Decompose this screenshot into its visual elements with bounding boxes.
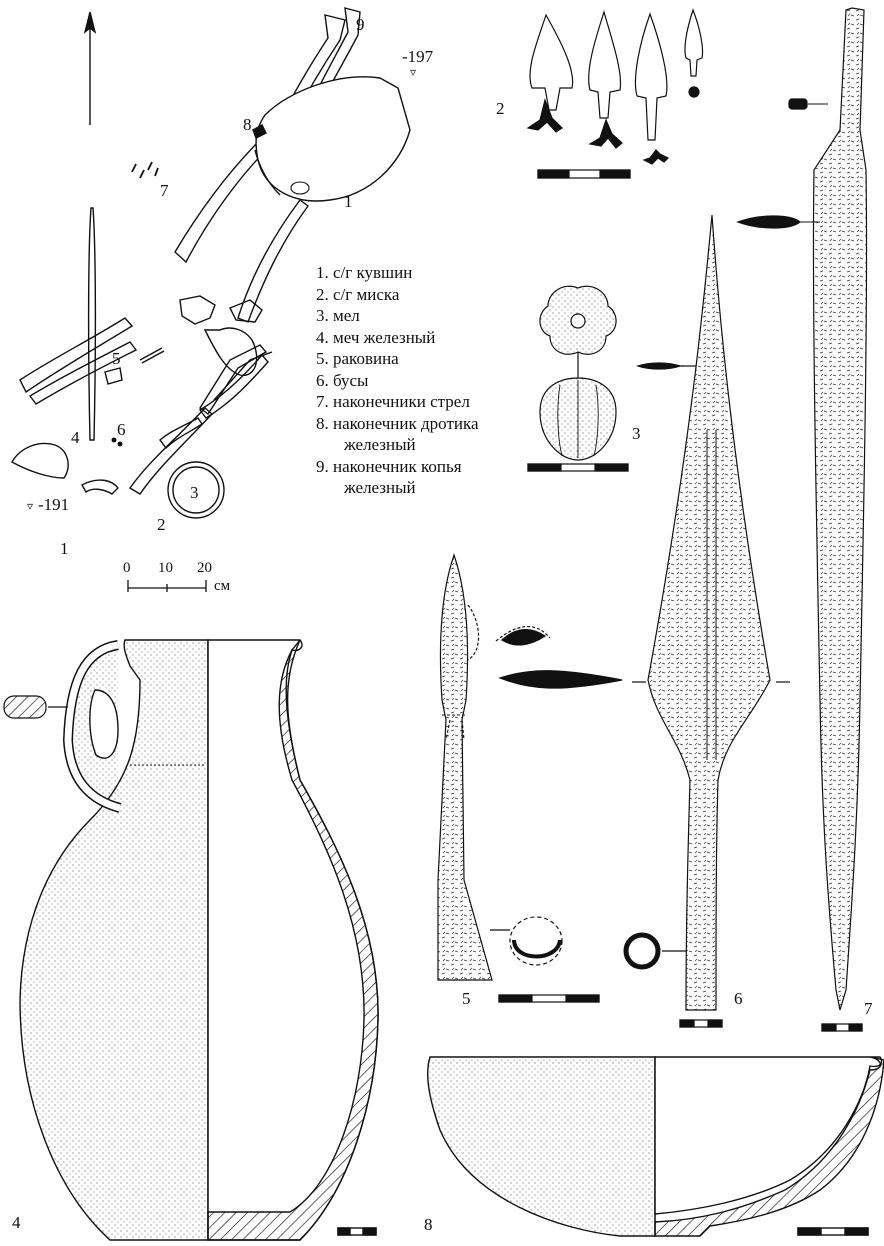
bone-femur-left <box>238 200 308 322</box>
sword-drawing <box>738 8 867 1031</box>
plan-shell <box>105 368 122 384</box>
plan-sword <box>89 208 96 440</box>
plan-marker-beads: 6 <box>117 420 126 439</box>
arrow-scale-bar <box>538 170 630 178</box>
north-arrow-icon <box>85 12 95 125</box>
plan-scale-bar <box>128 580 206 592</box>
plan-marker-spear: 9 <box>356 15 365 34</box>
figure-label-burial: 1 <box>60 539 69 558</box>
plan-marker-jug: 1 <box>344 192 353 211</box>
legend-item: 8. наконечник дротика <box>316 413 479 433</box>
depth-marker-icon: ▿ <box>410 65 417 79</box>
spear-drawing <box>626 215 790 1027</box>
plan-marker-arrows: 7 <box>160 181 169 200</box>
legend-item: 5. раковина <box>316 349 399 368</box>
depth-marker-icon: ▿ <box>27 499 34 513</box>
figure-label-arrowheads: 2 <box>496 99 505 118</box>
plan-jug <box>256 77 410 201</box>
chalk-scale-bar <box>528 464 628 471</box>
bone-tibia <box>200 355 268 418</box>
plan-depth-bottom: -191 <box>38 495 70 514</box>
figure-label-chalk: 3 <box>632 424 641 443</box>
legend-item: 9. наконечник копья <box>316 456 462 476</box>
plan-marker-dart: 8 <box>243 115 252 134</box>
plan-marker-sword: 4 <box>71 428 80 447</box>
bone-femur-right <box>175 138 270 262</box>
scale-tick-0: 0 <box>123 560 131 576</box>
scale-tick-20: 20 <box>197 560 212 576</box>
jug-drawing <box>4 640 378 1240</box>
plan-depth-top: -197 <box>402 47 434 66</box>
legend-item: 2. с/г миска <box>316 284 400 304</box>
legend-item: 4. меч железный <box>316 327 436 347</box>
plan-skull <box>12 444 68 478</box>
plan-marker-chalk: 3 <box>190 483 199 502</box>
jug-scale-bar <box>338 1228 376 1235</box>
figure-label-sword: 7 <box>864 999 873 1018</box>
plan-marker-shell: 5 <box>112 349 121 368</box>
arrowheads-drawing <box>528 10 703 178</box>
dart-drawing <box>438 555 622 1002</box>
spear-scale-bar <box>680 1020 722 1027</box>
bone-pelvis <box>180 296 215 324</box>
figure-label-spear: 6 <box>734 989 743 1008</box>
figure-label-bowl: 8 <box>424 1215 433 1234</box>
figure-label-dart: 5 <box>462 989 471 1008</box>
bowl-scale-bar <box>798 1228 868 1235</box>
legend-item: 7. наконечники стрел <box>316 392 470 411</box>
jug-handle-section <box>4 696 68 718</box>
plan-arrows <box>132 162 158 178</box>
dart-scale-bar <box>499 995 599 1002</box>
legend-item: 3. мел <box>316 306 360 325</box>
legend-item: 6. бусы <box>316 370 369 390</box>
sword-scale-bar <box>822 1024 862 1031</box>
plan-marker-bowl: 2 <box>157 515 166 534</box>
scale-tick-10: 10 <box>158 560 173 576</box>
bowl-drawing <box>428 1057 884 1236</box>
legend-item-continuation: железный <box>344 435 416 454</box>
chalk-drawing <box>528 286 684 471</box>
scale-unit: см <box>214 578 231 594</box>
legend-item: 1. с/г кувшин <box>316 263 413 282</box>
legend-item-continuation: железный <box>344 478 416 497</box>
legend <box>316 262 479 499</box>
figure-label-jug: 4 <box>12 1213 21 1232</box>
